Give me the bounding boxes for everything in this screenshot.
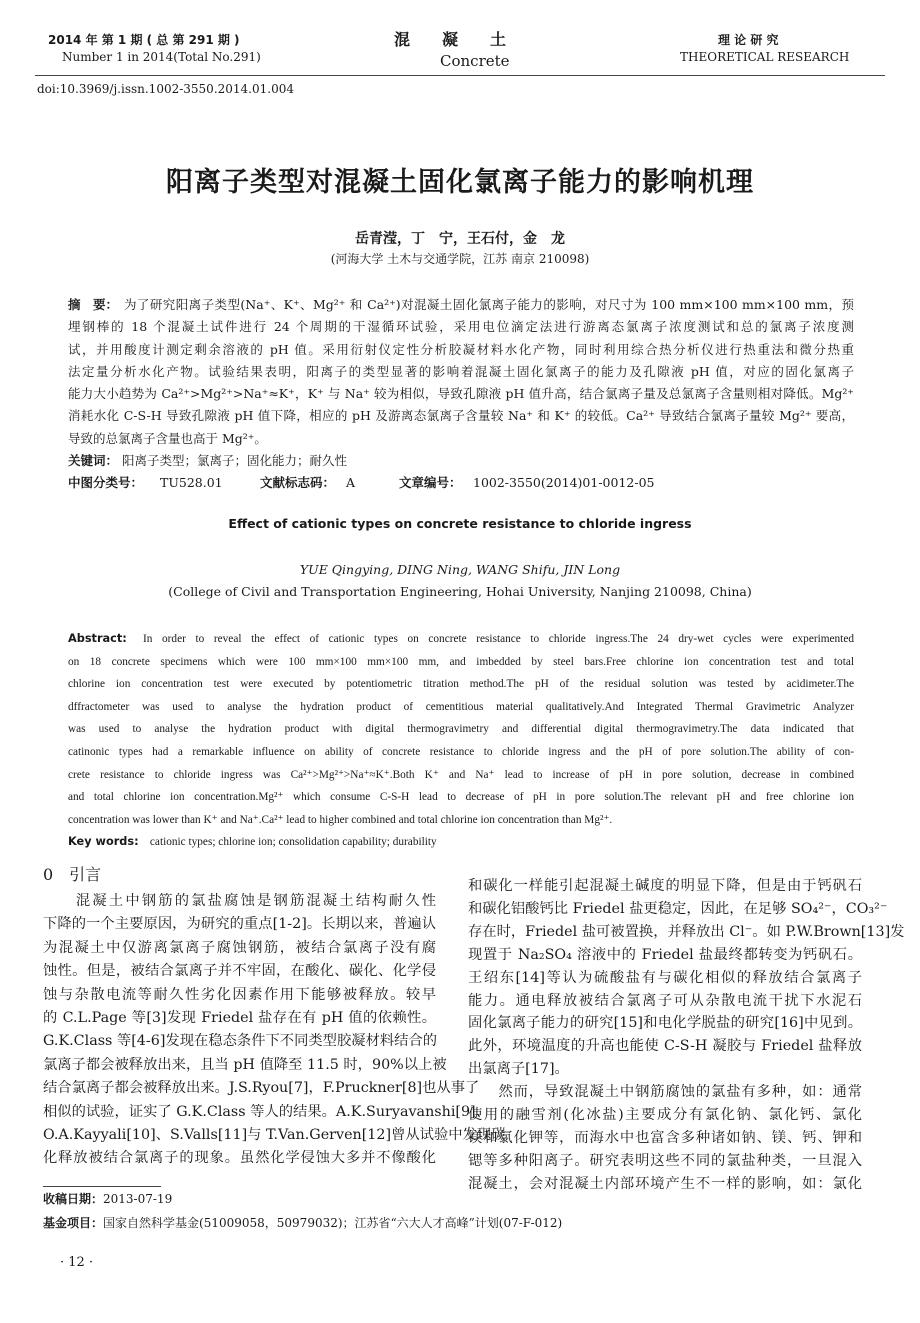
body-line: 化释放被结合氯离子的现象。虽然化学侵蚀大多并不像酸化 [43, 1150, 436, 1167]
body-line: 为混凝土中仅游离氯离子腐蚀钢筋，被结合氯离子没有腐 [43, 939, 436, 956]
affiliation: (河海大学 土木与交通学院，江苏 南京 210098) [330, 252, 590, 266]
received-date [43, 1190, 172, 1207]
clc-label: 中图分类号： [68, 475, 144, 491]
body-line: 下降的一个主要原因，为研究的重点[1-2]。长期以来，普遍认 [43, 916, 436, 933]
abstract-line: 埋钢棒的 18 个混凝土试件进行 24 个周期的干湿循环试验，采用电位滴定法进行游离态氯离子浓度测试和总的氯离子浓度测 [68, 319, 854, 335]
article-value: 1002-3550(2014)01-0012-05 [473, 475, 655, 491]
body-line: 结合氯离子都会被释放出来。J.S.Ryou[7]，F.Pruckner[8]也从事了 [43, 1080, 480, 1097]
body-line: 现置于 Na₂SO₄ 溶液中的 Friedel 盐最终都转变为钙矾石。 [468, 946, 862, 963]
body-line: 蚀性。但是，被结合氯离子并不牢固，在酸化、碳化、化学侵 [43, 963, 436, 980]
affiliation-en: (College of Civil and Transportation Engineering, Hohai University, Nanjing 210098, China) [168, 584, 752, 599]
abstract-line: on 18 concrete specimens which were 100 mm×100 mm×100 mm, and imbedded by steel bars.Free chlorine ion concentration test and total [68, 655, 854, 668]
body-right-column [468, 875, 905, 1196]
authors: 岳青滢，丁 宁，王石付，金 龙 [355, 231, 565, 247]
authors-en: YUE Qingying, DING Ning, WANG Shifu, JIN Long [299, 562, 621, 577]
body-line: 和碳化一样能引起混凝土碱度的明显下降，但是由于钙矾石 [468, 878, 862, 894]
page-number: · 12 · [60, 1255, 94, 1270]
doc-label: 文献标志码： [260, 475, 336, 491]
abstract-en [68, 628, 854, 854]
doc-value: A [346, 475, 356, 491]
section-cn: 理 论 研 究 [718, 33, 779, 47]
issue-cn: 2014 年 第 1 期 ( 总 第 291 期 ) [48, 33, 240, 47]
section-heading: 0 引言 [43, 865, 102, 884]
body-line: G.K.Class 等[4-6]发现在稳态条件下不同类型胶凝材料结合的 [43, 1033, 438, 1050]
body-line: 氯离子都会被释放出来，且当 pH 值降至 11.5 时，90%以上被 [43, 1056, 447, 1073]
abstract-line: dffractometer was used to analyse the hydration product of cementitious material qualitatively.And Integrated Thermal Gravimetric Analyzer [68, 700, 854, 713]
abstract-line: was used to analyse the hydration product with digital thermogravimetry and differential digital thermogravimetry.The data indicated that [68, 723, 854, 736]
issue-en: Number 1 in 2014(Total No.291) [62, 50, 261, 64]
abstract-line: chlorine ion concentration test were executed by potentiometric titration method.The pH of the residual solution was tested by acidimeter.The [68, 678, 854, 691]
abstract-en-label: Abstract: [68, 632, 127, 645]
keywords-label: 关键词： [68, 453, 119, 469]
received-value: 2013-07-19 [103, 1192, 173, 1206]
body-line: 镁和氯化钾等，而海水中也富含多种诸如钠、镁、钙、钾和 [468, 1129, 862, 1146]
body-line: 使用的融雪剂(化冰盐)主要成分有氯化钠、氯化钙、氯化 [468, 1107, 862, 1124]
abstract-line: 试，并用酸度计测定剩余溶液的 pH 值。采用衍射仪定性分析胶凝材料水化产物，同时利用综合热分析仪进行热重法和微分热重 [68, 341, 854, 357]
body-line: 然而，导致混凝土中钢筋腐蚀的氯盐有多种，如：通常 [468, 1084, 862, 1101]
footnote-rule [43, 1186, 161, 1187]
abstract-line: 消耗水化 C-S-H 导致孔隙液 pH 值下降，相应的 pH 及游离态氯离子含量较 Na⁺ 和 K⁺ 的较低。Ca²⁺ 导致结合氯离子量较 Mg²⁺ 要高， [68, 408, 854, 424]
body-line: 此外，环境温度的升高也能使 C-S-H 凝胶与 Friedel 盐释放 [468, 1038, 862, 1055]
article-label: 文章编号： [399, 475, 462, 491]
body-line: 王绍东[14]等认为硫酸盐有与碳化相似的释放结合氯离子 [468, 969, 862, 986]
body-line: 能力。通电释放被结合氯离子可从杂散电流干扰下水泥石 [468, 992, 862, 1009]
body-line: 出氯离子[17]。 [468, 1061, 569, 1078]
abstract-cn [68, 294, 854, 494]
fund-value: 国家自然科学基金(51009058，50979032)；江苏省“六大人才高峰”计划(07-F-012) [103, 1216, 563, 1230]
classification [68, 472, 854, 494]
body-line: 和碳化铝酸钙比 Friedel 盐更稳定，因此，在足够 SO₄²⁻，CO₃²⁻ [468, 900, 888, 917]
clc-value: TU528.01 [160, 475, 223, 491]
body-line: 混凝土，会对混凝土内部环境产生不一样的影响，如：氯化 [468, 1175, 862, 1192]
section-en: THEORETICAL RESEARCH [680, 50, 850, 64]
keywords-value: 阳离子类型；氯离子；固化能力；耐久性 [122, 453, 348, 469]
abstract-cn-label: 摘 要： [68, 297, 119, 312]
header-rule [35, 75, 885, 76]
body-line: O.A.Kayyali[10]、S.Valls[11]与 T.Van.Gerven[12]曾从试验中发现碳 [43, 1127, 506, 1144]
abstract-line: concentration was lower than K⁺ and Na⁺.Ca²⁺ lead to higher combined and total chlorine ion concentration than Mg²⁺. [68, 813, 613, 826]
abstract-line: catinonic types had a remarkable influence on ability of concrete resistance to chloride ingress and the pH of pore solution.The ability of con- [68, 745, 854, 758]
body-line: 锶等多种阳离子。研究表明这些不同的氯盐种类，一旦混入 [468, 1152, 862, 1169]
abstract-line: and total chlorine ion concentration.Mg²⁺ which consume C-S-H lead to decrease of pH in pore solution.The relevant pH and free chlorine ion [68, 791, 854, 804]
keywords-en-label: Key words: [68, 835, 139, 849]
title-en: Effect of cationic types on concrete resistance to chloride ingress [228, 516, 692, 531]
abstract-line: crete resistance to chloride ingress was Ca²⁺>Mg²⁺>Na⁺≈K⁺.Both K⁺ and Na⁺ lead to increase of pH in pore solution, decrease in combined [68, 768, 854, 781]
paper-title: 阳离子类型对混凝土固化氯离子能力的影响机理 [166, 167, 754, 198]
keywords-en [68, 831, 854, 854]
body-line: 蚀与杂散电流等耐久性劣化因素作用下能够被释放。较早 [43, 986, 436, 1003]
body-line: 固化氯离子能力的研究[15]和电化学脱盐的研究[16]中见到。 [468, 1015, 862, 1032]
body-line: 的 C.L.Page 等[3]发现 Friedel 盐存在有 pH 值的依赖性。 [43, 1010, 436, 1027]
body-line: 存在时，Friedel 盐可被置换，并释放出 Cl⁻。如 P.W.Brown[13]发 [468, 923, 905, 940]
keywords-en-value: cationic types; chlorine ion; consolidation capability; durability [149, 836, 437, 849]
body-line: 混凝土中钢筋的氯盐腐蚀是钢筋混凝土结构耐久性 [43, 893, 436, 909]
abstract-line: 导致的总氯离子含量也高于 Mg²⁺。 [68, 430, 267, 446]
fund-label: 基金项目： [43, 1216, 104, 1230]
doi: doi:10.3969/j.issn.1002-3550.2014.01.004 [37, 82, 294, 96]
body-left-column [43, 890, 506, 1171]
fund [43, 1214, 562, 1231]
journal-en: Concrete [440, 52, 510, 70]
journal-cn: 混 凝 土 [394, 30, 507, 49]
abstract-line: 法定量分析水化产物。试验结果表明，阳离子的类型显著的影响着混凝土固化氯离子的能力及孔隙液 pH 值，对应的固化氯离子 [68, 363, 854, 379]
received-label: 收稿日期： [43, 1192, 104, 1206]
body-line: 相似的试验，证实了 G.K.Class 等人的结果。A.K.Suryavanshi[9]、 [43, 1103, 490, 1120]
abstract-line: In order to reveal the effect of cationic types on concrete resistance to chloride ingress.The 24 dry-wet cycles were experimented [143, 633, 854, 645]
abstract-line: 为了研究阳离子类型(Na⁺、K⁺、Mg²⁺ 和 Ca²⁺)对混凝土固化氯离子能力的影响，对尺寸为 100 mm×100 mm×100 mm，预 [124, 297, 854, 312]
abstract-line: 能力大小趋势为 Ca²⁺>Mg²⁺>Na⁺≈K⁺，K⁺ 与 Na⁺ 较为相似，导致孔隙液 pH 值升高，结合氯离子量及总氯离子含量则相对降低。Mg²⁺ [68, 386, 854, 402]
keywords-cn [68, 450, 854, 472]
